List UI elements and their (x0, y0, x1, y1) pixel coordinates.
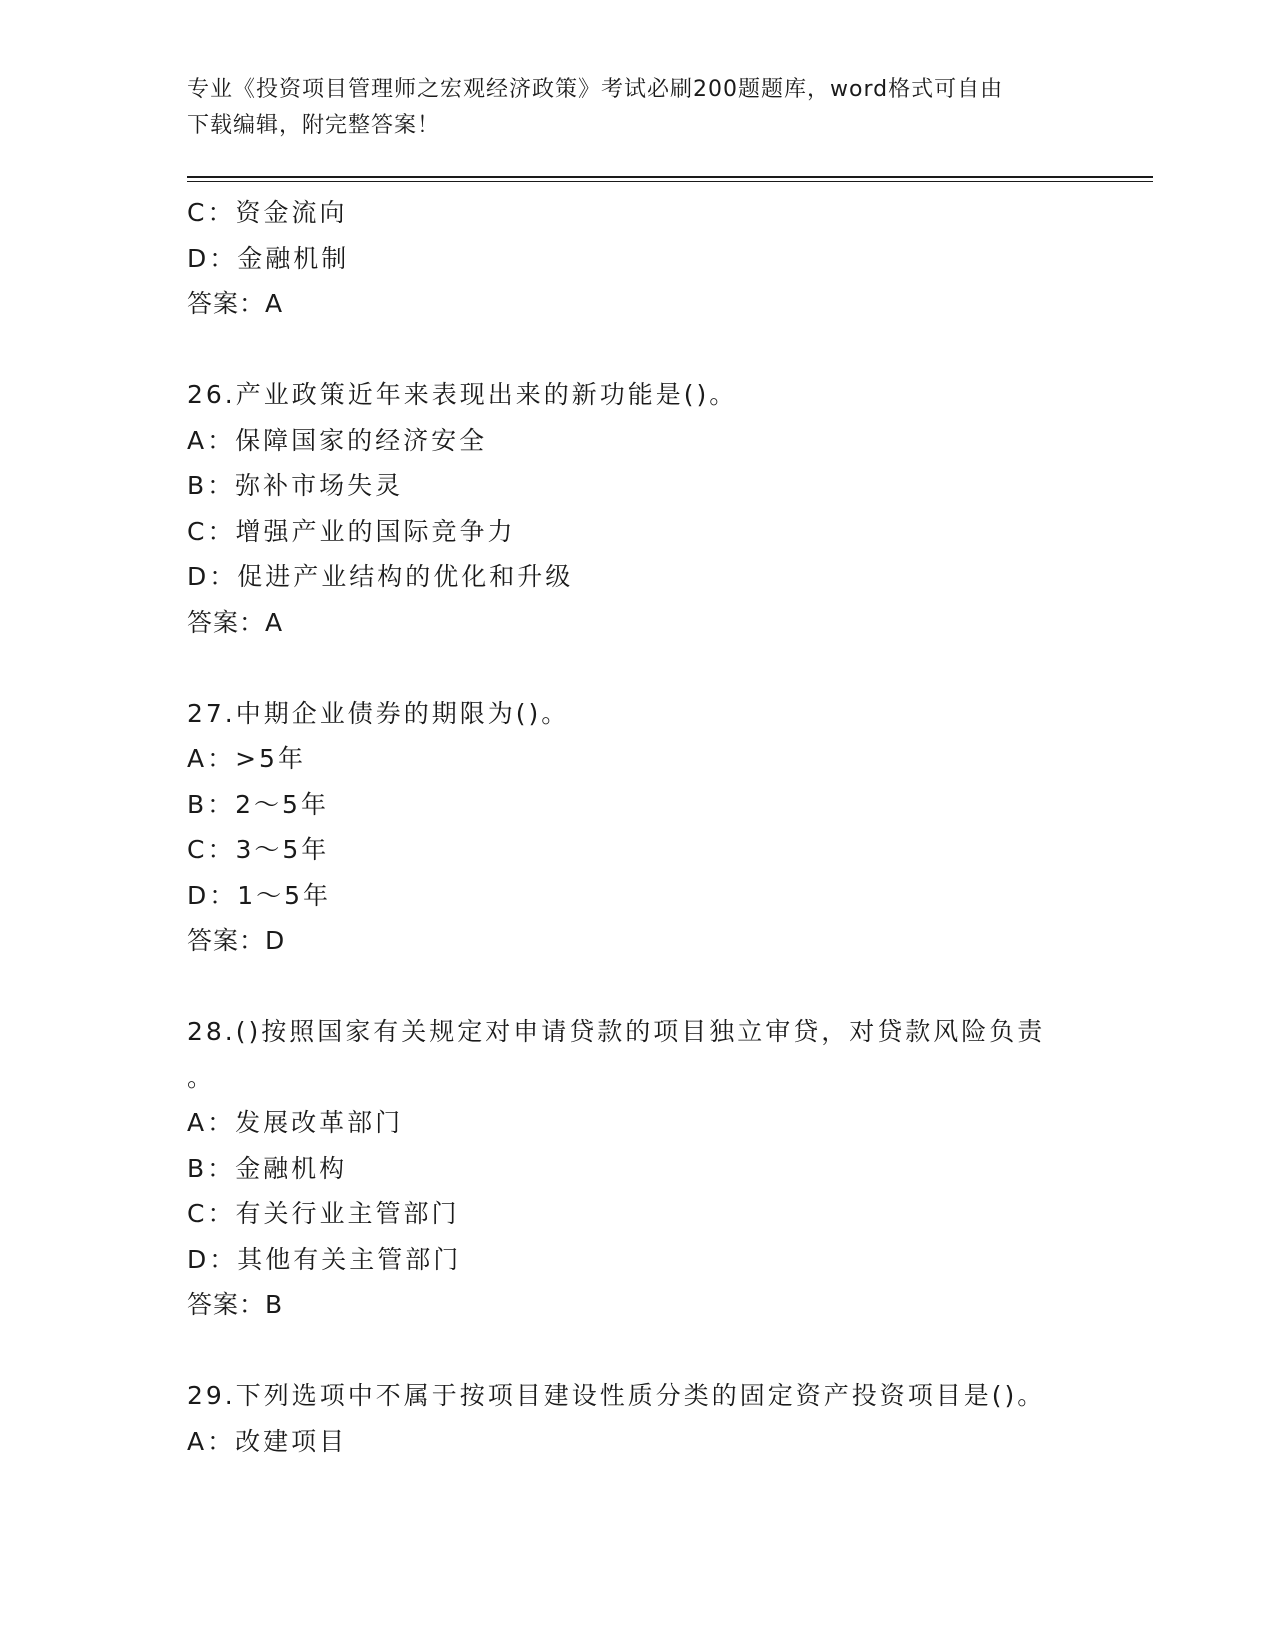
question-stem: 26.产业政策近年来表现出来的新功能是()。 (187, 380, 738, 409)
answer-line: 答案：D (187, 926, 286, 955)
answer-line: 答案：A (187, 289, 284, 318)
option-c: C：增强产业的国际竞争力 (187, 516, 516, 546)
option-d: D：促进产业结构的优化和升级 (187, 562, 574, 591)
option-a: A：发展改革部门 (187, 1108, 404, 1137)
header-divider-thick (187, 176, 1153, 178)
spacer (187, 1328, 1087, 1374)
question-stem-continued: 。 (187, 1062, 216, 1092)
option-d: D：1～5年 (187, 880, 332, 910)
question-29 (187, 1373, 1087, 1464)
option-c: C：有关行业主管部门 (187, 1199, 460, 1228)
header-divider-thin (187, 181, 1153, 182)
spacer (187, 964, 1087, 1010)
question-25-tail (187, 190, 1087, 327)
answer-line: 答案：A (187, 607, 284, 637)
option-d: D：其他有关主管部门 (187, 1244, 462, 1274)
option-c: C：资金流向 (187, 198, 348, 227)
option-a: A：>5年 (187, 744, 306, 773)
document-header (187, 72, 1067, 144)
option-c: C：3～5年 (187, 835, 330, 864)
question-26 (187, 372, 1087, 645)
spacer (187, 645, 1087, 691)
option-a: A：保障国家的经济安全 (187, 425, 488, 455)
option-b: B：弥补市场失灵 (187, 471, 404, 500)
question-28 (187, 1009, 1087, 1328)
option-d: D：金融机制 (187, 243, 350, 273)
answer-line: 答案：B (187, 1290, 284, 1319)
question-stem: 27.中期企业债券的期限为()。 (187, 698, 570, 728)
option-b: B：2～5年 (187, 789, 329, 819)
header-line-2: 下载编辑，附完整答案！ (187, 113, 441, 138)
question-stem: 28.()按照国家有关规定对申请贷款的项目独立审贷，对贷款风险负责 (187, 1017, 1046, 1046)
question-27 (187, 691, 1087, 964)
option-a: A：改建项目 (187, 1426, 348, 1456)
option-b: B：金融机构 (187, 1153, 348, 1183)
question-stem: 29.下列选项中不属于按项目建设性质分类的固定资产投资项目是()。 (187, 1381, 1046, 1410)
spacer (187, 327, 1087, 373)
question-list (187, 190, 1087, 1464)
header-line-1: 专业《投资项目管理师之宏观经济政策》考试必刷200题题库，word格式可自由 (187, 77, 1004, 102)
